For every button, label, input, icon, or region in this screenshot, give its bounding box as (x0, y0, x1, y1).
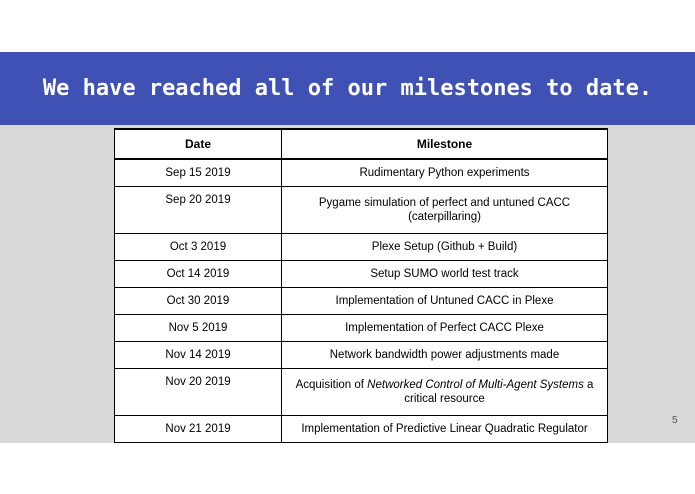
book-title: Networked Control of Multi-Agent Systems (367, 379, 584, 391)
milestone-cell: Rudimentary Python experiments (282, 159, 608, 187)
table-row (115, 342, 608, 369)
milestone-text-pre: Acquisition of (295, 379, 368, 391)
date-cell: Sep 15 2019 (115, 159, 282, 187)
milestone-cell: Implementation of Predictive Linear Quadratic Regulator (282, 416, 608, 443)
table-row (115, 369, 608, 416)
table-row (115, 315, 608, 342)
date-cell: Sep 20 2019 (115, 187, 282, 234)
table-row (115, 288, 608, 315)
slide-title: We have reached all of our milestones to date. (42, 75, 653, 101)
date-cell: Nov 21 2019 (115, 416, 282, 443)
date-cell: Oct 14 2019 (115, 261, 282, 288)
milestone-cell: Network bandwidth power adjustments made (282, 342, 608, 369)
date-cell: Nov 5 2019 (115, 315, 282, 342)
milestone-cell (282, 369, 608, 416)
table-row (115, 261, 608, 288)
table-row (115, 187, 608, 234)
date-cell: Nov 20 2019 (115, 369, 282, 416)
milestone-cell: Implementation of Perfect CACC Plexe (282, 315, 608, 342)
table-row (115, 234, 608, 261)
table-header-row (115, 129, 608, 159)
table-row (115, 416, 608, 443)
milestone-cell: Implementation of Untuned CACC in Plexe (282, 288, 608, 315)
page-number: 5 (672, 415, 678, 426)
date-cell: Oct 3 2019 (115, 234, 282, 261)
date-column-header: Date (115, 129, 282, 159)
milestone-column-header: Milestone (282, 129, 608, 159)
milestone-text-post: a critical resource (404, 379, 594, 405)
table-row (115, 159, 608, 187)
title-band (0, 52, 695, 125)
milestone-cell: Plexe Setup (Github + Build) (282, 234, 608, 261)
milestone-cell: Setup SUMO world test track (282, 261, 608, 288)
milestones-table (114, 128, 608, 443)
date-cell: Oct 30 2019 (115, 288, 282, 315)
milestone-cell: Pygame simulation of perfect and untuned CACC (caterpillaring) (282, 187, 608, 234)
date-cell: Nov 14 2019 (115, 342, 282, 369)
